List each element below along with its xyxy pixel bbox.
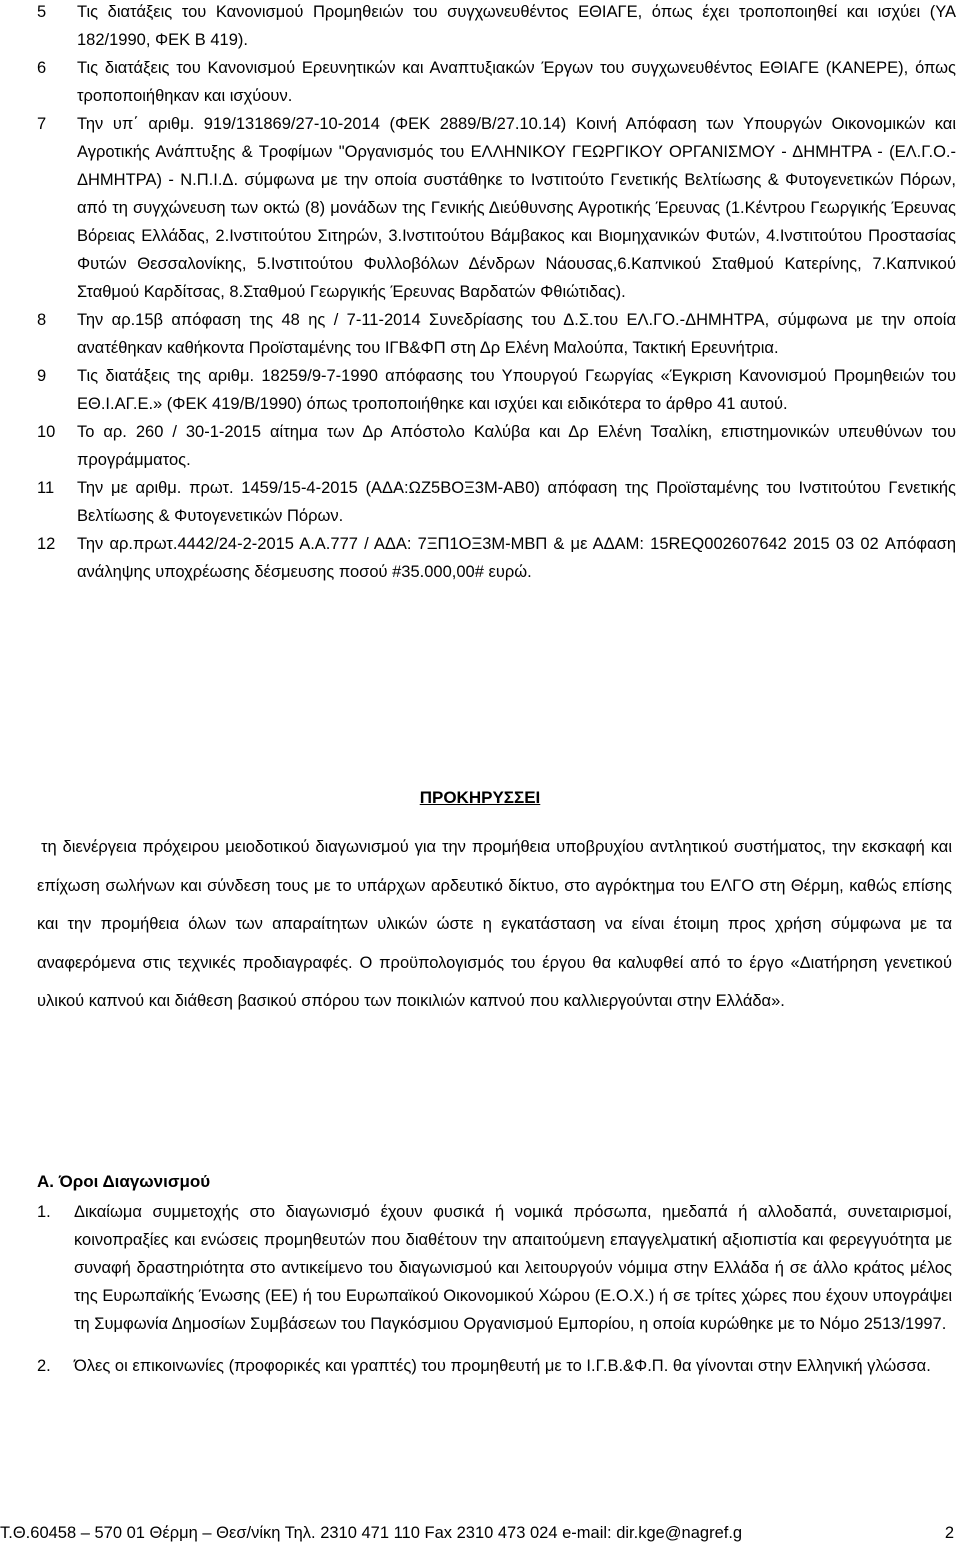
item-number: 5 bbox=[37, 3, 47, 21]
item-text: Την αρ.πρωτ.4442/24-2-2015 Α.Α.777 / ΑΔΑ: 7ΞΠ1ΟΞ3Μ-ΜΒΠ & με ΑΔΑΜ: 15REQ002607642 2015 03 02 Απόφαση ανάληψης υποχρέωσης δέσμευσης ποσού #35.000,00# ευρώ. bbox=[77, 535, 956, 581]
list-item bbox=[37, 362, 957, 418]
page-number: 2 bbox=[944, 1524, 954, 1542]
item-text: Τις διατάξεις του Κανονισμού Ερευνητικών και Αναπτυξιακών Έργων του συγχωνευθέντος ΕΘΙΑΓΕ (ΚΑΝΕΡΕ), όπως τροποποιήθηκαν και ισχύουν. bbox=[77, 59, 956, 105]
item-text: Την με αριθμ. πρωτ. 1459/15-4-2015 (ΑΔΑ:ΩΖ5ΒΟΞ3Μ-ΑΒ0) απόφαση της Προϊσταμένης του Ινστιτούτου Γενετικής Βελτίωσης & Φυτογενετικών Πόρων. bbox=[77, 479, 956, 525]
item-number: 8 bbox=[37, 311, 47, 329]
list-item bbox=[37, 418, 957, 474]
page-footer bbox=[0, 1519, 960, 1547]
proclamation-heading: ΠΡΟΚΗΡΥΣΣΕΙ bbox=[419, 788, 541, 807]
item-text: Τις διατάξεις της αριθμ. 18259/9-7-1990 απόφασης του Υπουργού Γεωργίας «Έγκριση Κανονισμού Προμηθειών του ΕΘ.Ι.ΑΓ.Ε.» (ΦΕΚ 419/Β/1990) όπως τροποποιήθηκε και ισχύει και ειδικότερα το άρθρο 41 αυτού. bbox=[77, 367, 956, 413]
list-item bbox=[37, 54, 957, 110]
item-number: 9 bbox=[37, 367, 47, 385]
item-text: Τις διατάξεις του Κανονισμού Προμηθειών του συγχωνευθέντος ΕΘΙΑΓΕ, όπως έχει τροποποιηθεί και ισχύει (ΥΑ 182/1990, ΦΕΚ Β 419). bbox=[77, 3, 956, 49]
item-number: 7 bbox=[37, 115, 47, 133]
term-text: Δικαίωμα συμμετοχής στο διαγωνισμό έχουν φυσικά ή νομικά πρόσωπα, ημεδαπά ή αλλοδαπά, συνεταιρισμοί, κοινοπραξίες και ενώσεις προμηθευτών που διαθέτουν την απαιτούμενη επαγγελματική αξιοπιστία και φερεγγυότητα με συναφή δραστηριότητα στο αντικείμενο του διαγωνισμού και λειτουργούν νόμιμα στην Ελλάδα ή σε άλλο κράτος μέλος της Ευρωπαϊκής Ένωσης (ΕΕ) ή του Ευρωπαϊκού Οικονομικού Χώρου (Ε.Ο.Χ.) ή σε τρίτες χώρες που έχουν υπογράψει τη Συμφωνία Δημοσίων Συμβάσεων του Παγκόσμιου Οργανισμού Εμπορίου, η οποία κυρώθηκε με το Νόμο 2513/1997. bbox=[74, 1203, 952, 1333]
term-number: 1. bbox=[37, 1203, 51, 1221]
footer-address: Τ.Θ.60458 – 570 01 Θέρμη – Θεσ/νίκη Τηλ. 2310 471 110 Fax 2310 473 024 e-mail: dir.kge@nagref.g bbox=[0, 1524, 743, 1542]
term-item bbox=[37, 1198, 952, 1338]
proclamation-paragraph: τη διενέργεια πρόχειρου μειοδοτικού διαγωνισμού για την προμήθεια υποβρυχίου αντλητικού συστήματος, την εκσκαφή και επίχωση σωλήνων και σύνδεση τους με το υπάρχων αρδευτικό δίκτυο, στο αγρόκτημα του ΕΛΓΟ στη Θέρμη, καθώς επίσης και την προμήθεια όλων των απαραίτητων υλικών ώστε η εγκατάσταση να είναι έτοιμη προς χρήση σύμφωνα με τα αναφερόμενα στις τεχνικές προδιαγραφές. Ο προϋπολογισμός του έργου θα καλυφθεί από το έργο «Διατήρηση γενετικού υλικού καπνού και διάθεση βασικού σπόρου των ποικιλιών καπνού που καλλιεργούνται στην Ελλάδα». bbox=[37, 838, 952, 1010]
item-number: 10 bbox=[37, 423, 56, 441]
item-text: Το αρ. 260 / 30-1-2015 αίτημα των Δρ Απόστολο Καλύβα και Δρ Ελένη Τσαλίκη, επιστημονικών υπευθύνων του προγράμματος. bbox=[77, 423, 956, 469]
terms-list bbox=[37, 1198, 952, 1394]
item-text: Την αρ.15β απόφαση της 48 ης / 7-11-2014 Συνεδρίασης του Δ.Σ.του ΕΛ.ΓΟ.-ΔΗΜΗΤΡΑ, σύμφωνα με την οποία ανατέθηκαν καθήκοντα Προϊσταμένης του ΙΓΒ&ΦΠ στη Δρ Ελένη Μαλούπα, Τακτική Ερευνήτρια. bbox=[77, 311, 956, 357]
list-item bbox=[37, 110, 957, 306]
list-item bbox=[37, 0, 957, 54]
list-item bbox=[37, 474, 957, 530]
item-number: 6 bbox=[37, 59, 47, 77]
item-text: Την υπ΄ αριθμ. 919/131869/27-10-2014 (ΦΕΚ 2889/Β/27.10.14) Κοινή Απόφαση των Υπουργών Οικονομικών και Αγροτικής Ανάπτυξης & Τροφίμων "Οργανισμός του ΕΛΛΗΝΙΚΟΥ ΓΕΩΡΓΙΚΟΥ ΟΡΓΑΝΙΣΜΟΥ - ΔΗΜΗΤΡΑ - (ΕΛ.Γ.Ο.-ΔΗΜΗΤΡΑ) - Ν.Π.Ι.Δ. σύμφωνα με την οποία συστάθηκε το Ινστιτούτο Γενετικής Βελτίωσης & Φυτογενετικών Πόρων, από τη συγχώνευση των οκτώ (8) μονάδων της Γενικής Διεύθυνσης Αγροτικής Έρευνας (1.Κέντρου Γεωργικής Έρευνας Βόρειας Ελλάδας, 2.Ινστιτούτου Σιτηρών, 3.Ινστιτούτου Βάμβακος και Βιομηχανικών Φυτών, 4.Ινστιτούτου Προστασίας Φυτών Θεσσαλονίκης, 5.Ινστιτούτου Φυλλοβόλων Δένδρων Νάουσας,6.Καπνικού Σταθμού Κατερίνης, 7.Καπνικού Σταθμού Καρδίτσας, 8.Σταθμού Γεωργικής Έρευνας Βαρδατών Φθιώτιδας). bbox=[77, 115, 956, 301]
section-title: Α. Όροι Διαγωνισμού bbox=[37, 1172, 211, 1191]
term-number: 2. bbox=[37, 1357, 51, 1375]
term-text: Όλες οι επικοινωνίες (προφορικές και γραπτές) του προμηθευτή με το Ι.Γ.Β.&Φ.Π. θα γίνονται στην Ελληνική γλώσσα. bbox=[74, 1357, 931, 1375]
term-item bbox=[37, 1352, 952, 1380]
list-item bbox=[37, 530, 957, 586]
item-number: 11 bbox=[37, 479, 55, 497]
item-number: 12 bbox=[37, 535, 56, 553]
list-item bbox=[37, 306, 957, 362]
considerations-list bbox=[37, 0, 957, 586]
